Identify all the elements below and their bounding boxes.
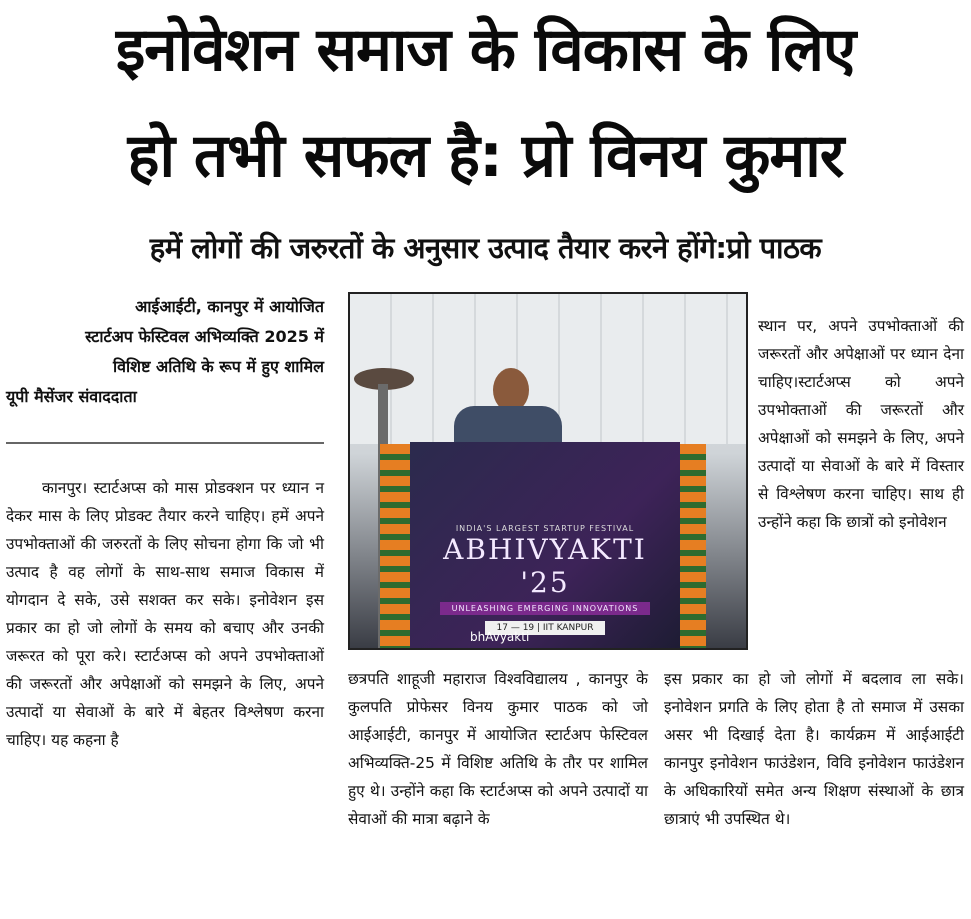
speaker-torso — [454, 406, 562, 446]
column-2-text: छत्रपति शाहूजी महाराज विश्वविद्यालय , कानपुर के कुलपति प्रोफेसर विनय कुमार पाठक को जो आईआईटी, कानपुर में आयोजित स्टार्टअप फेस्टिवल अभिव्यक्ति-25 में विशिष्ट अतिथि के तौर पर शामिल हुए थे। उन्होंने कहा कि स्टार्टअप्स को अपने उत्पादों या सेवाओं की मात्रा बढ़ाने के — [348, 670, 648, 828]
festival-banner — [422, 524, 668, 635]
article-column-3-bottom — [664, 665, 964, 833]
subheadline: हमें लोगों की जरुरतों के अनुसार उत्पाद तैयार करने होंगे:प्रो पाठक — [149, 231, 822, 265]
article-column-1 — [6, 474, 324, 754]
festival-name: ABHIVYAKTI '25 — [443, 533, 647, 599]
festival-dates: 17 — 19 | IIT KANPUR — [485, 621, 605, 635]
article-column-3-top — [758, 312, 964, 536]
headline-line-1: इनोवेशन समाज के विकास के लिए — [115, 15, 856, 85]
festival-brand: bhAvyakti — [470, 630, 530, 644]
column-3-top-text: स्थान पर, अपने उपभोक्ताओं की जरूरतों और अपेक्षाओं पर ध्यान देना चाहिए।स्टार्टअप्स को अपने उपभोक्ताओं की जरूरतों और अपेक्षाओं को समझने के लिए, अपने उत्पादों या सेवाओं के बारे में विस्तार से विश्लेषण करना चाहिए। साथ ही उन्होंने कहा कि छात्रों को इनोवेशन — [758, 317, 964, 531]
kicker-block — [6, 292, 324, 412]
byline: यूपी मैसेंजर संवाददाता — [6, 387, 137, 406]
marigold-garland-right — [680, 444, 706, 650]
news-photo — [348, 292, 748, 650]
kicker-line-1: आईआईटी, कानपुर में आयोजित — [135, 297, 324, 316]
kicker-line-2: स्टार्टअप फेस्टिवल अभिव्यक्ति 2025 में — [85, 327, 324, 346]
kicker-line-3: विशिष्ट अतिथि के रूप में हुए शामिल — [113, 357, 324, 376]
marigold-garland-left — [380, 444, 410, 650]
article-column-2 — [348, 665, 648, 833]
festival-band: UNLEASHING EMERGING INNOVATIONS — [440, 602, 650, 615]
headline-line-2: हो तभी सफल है: प्रो विनय कुमार — [127, 121, 844, 191]
festival-tagline: INDIA'S LARGEST STARTUP FESTIVAL — [455, 524, 635, 533]
column-1-text: कानपुर। स्टार्टअप्स को मास प्रोडक्शन पर ध्यान न देकर मास के लिए प्रोडक्ट तैयार करने चाहिए। हमें अपने उपभोक्ताओं की जरुरतों के लिए सोचना होगा कि जो भी उत्पाद है वह लोगों के साथ-साथ समाज विकास में योगदान दे सके, उसे सशक्त कर सके। इनोवेशन इस प्रकार का हो जो लोगों के समय को बचाए और उनकी जरूरत को पूरा करे। स्टार्टअप्स को अपने उपभोक्ताओं की जरूरतों और अपेक्षाओं को समझने के लिए, अपने उत्पादों या सेवाओं के बारे में बेहतर विश्लेषण करना चाहिए। यह कहना है — [6, 479, 324, 749]
divider-rule — [6, 442, 324, 444]
column-3-bottom-text: इस प्रकार का हो जो लोगों में बदलाव ला सके।इनोवेशन प्रगति के लिए होता है तो समाज में उसका असर भी दिखाई देता है। कार्यक्रम में आईआईटी कानपुर इनोवेशन फाउंडेशन, विवि इनोवेशन फाउंडेशन के अधिकारियों समेत अन्य शिक्षण संस्थाओं के छात्र छात्राएं भी उपस्थित थे। — [664, 670, 964, 828]
